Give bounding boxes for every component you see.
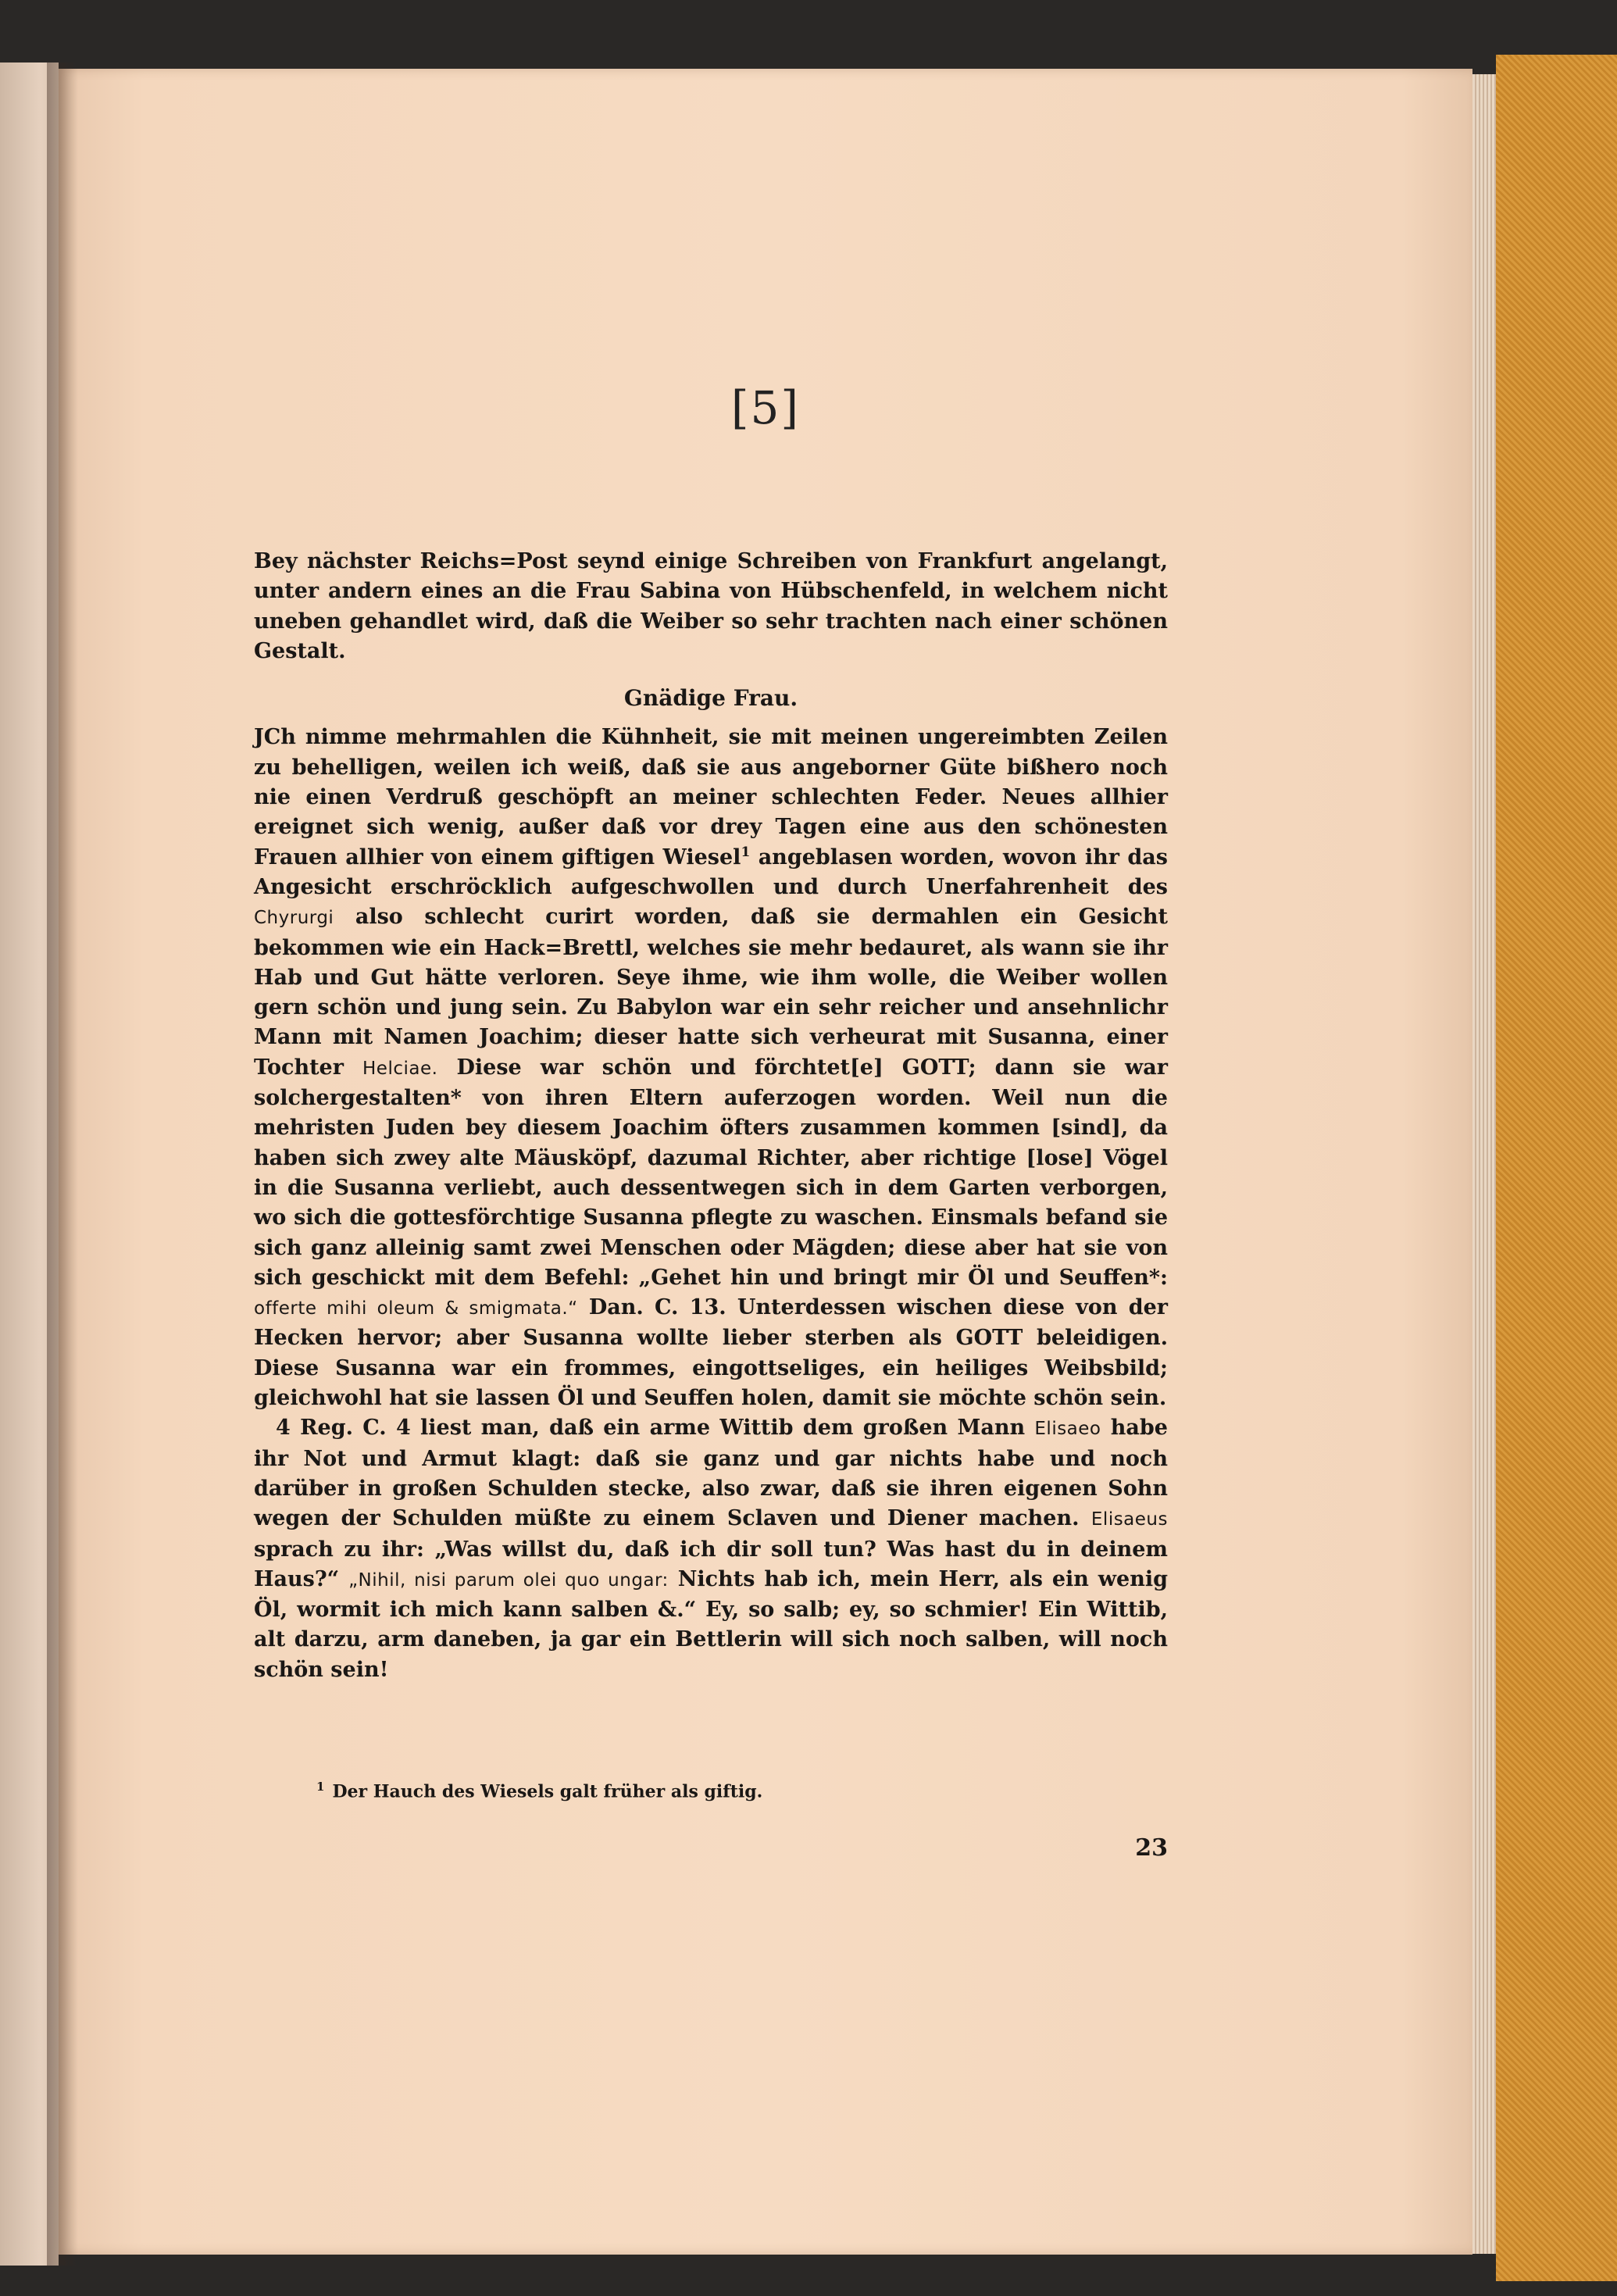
section-number: [5] [730, 381, 801, 434]
footnote [316, 1780, 1176, 1801]
footnote-text: Der Hauch des Wiesels galt früher als giftig. [332, 1781, 763, 1802]
latin-term: Helciae. [362, 1058, 438, 1079]
paragraph-2-text-c: sprach zu ihr: „Was willst du, daß ich dir soll tun? Was hast du in deinem Haus?“ [254, 1537, 1168, 1591]
book-page [59, 69, 1472, 2255]
paragraph-1-text-c: also schlecht curirt worden, daß sie dermahlen ein Gesicht bekommen wie ein Hack=Brettl, welches sie mehr bedauret, als wann sie ihr Hab und Gut hätte verloren. Seye ihme, wie ihm wolle, die Weiber wollen gern schön und jung sein. Zu Babylon war ein sehr reicher und ansehnlichr Mann mit Namen Joachim; dieser hatte sich verheurat mit Susanna, einer Tochter [254, 905, 1168, 1080]
latin-term: Elisaeo [1034, 1419, 1101, 1440]
latin-quote: offerte mihi oleum & smigmata.“ [254, 1298, 578, 1319]
book-cover [1496, 55, 1617, 2281]
footnote-mark: 1 [316, 1780, 325, 1794]
paragraph-1-text-b: angeblasen worden, wovon ihr das Angesicht erschröcklich aufgeschwollen und durch Unerfahrenheit des [254, 844, 1168, 899]
footnote-reference: 1 [741, 844, 751, 860]
paragraph-1 [254, 723, 1168, 1413]
latin-term: Chyrurgi [254, 908, 334, 929]
page-edges [1472, 74, 1496, 2254]
paragraph-2-text-a: 4 Reg. C. 4 liest man, daß ein arme Wittib dem großen Mann [276, 1416, 1035, 1441]
latin-quote: „Nihil, nisi parum olei quo ungar: [348, 1569, 669, 1591]
page-number: 23 [1135, 1834, 1168, 1862]
paragraph-1-text-a: JCh nimme mehrmahlen die Kühnheit, sie mit meinen ungereimbten Zeilen zu behelligen, weilen ich weiß, daß sie aus angeborner Güte bißhero noch nie einen Verdruß geschöpft an meiner schlechten Feder. Neues allhier ereignet sich wenig, außer daß vor drey Tagen eine aus den schönesten Frauen allhier von einem giftigen Wiesel [254, 725, 1168, 869]
paragraph-1-text-d: Diese war schön und förchtet[e] GOTT; dann sie war solchergestalten* von ihren Eltern auferzogen worden. Weil nun die mehristen Juden bey diesem Joachim öfters zusammen kommen [sind], da haben sich zwey alte Mäusköpf, dazumal Richter, aber richtige [lose] Vögel in die Susanna verliebt, auch dessentwegen sich in dem Garten verborgen, wo sich die gottesförchtige Susanna pflegte zu waschen. Einsmals befand sie sich ganz alleinig samt zwei Menschen oder Mägden; diese aber hat sie von sich geschickt mit dem Befehl: „Gehet hin und bringt mir Öl und Seuffen*: [254, 1055, 1168, 1290]
paragraph-2-text-d: Nichts hab ich, mein Herr, als ein wenig Öl, wormit ich mich kann salben &.“ Ey, so salb; ey, so schmier! Ein Wittib, alt darzu, arm daneben, ja gar ein Bettlerin will sich noch salben, will noch schön sein! [254, 1566, 1168, 1682]
body-text [254, 547, 1168, 1685]
gutter-shadow [47, 62, 78, 2266]
latin-term: Elisaeus [1090, 1509, 1168, 1530]
salutation: Gnädige Frau. [623, 685, 798, 712]
intro-paragraph: Bey nächster Reichs=Post seynd einige Schreiben von Frankfurt angelangt, unter andern eines an die Frau Sabina von Hübschenfeld, in welchem nicht uneben gehandlet wird, daß die Weiber so sehr trachten nach einer schönen Gestalt. [254, 549, 1168, 663]
paragraph-2 [254, 1413, 1168, 1685]
paragraph-2-text-b: habe ihr Not und Armut klagt: daß sie ganz und gar nichts habe und noch darüber in großen Schulden stecke, also zwar, daß sie ihren eigenen Sohn wegen der Schulden müßte zu einem Sclaven und Diener machen. [254, 1416, 1168, 1531]
paragraph-1-text-e: Dan. C. 13. Unterdessen wischen diese von der Hecken hervor; aber Susanna wollte lieber sterben als GOTT beleidigen. Diese Susanna war ein frommes, eingottseliges, ein heiliges Weibsbild; gleichwohl hat sie lassen Öl und Seuffen holen, damit sie möchte schön sein. [254, 1295, 1168, 1411]
